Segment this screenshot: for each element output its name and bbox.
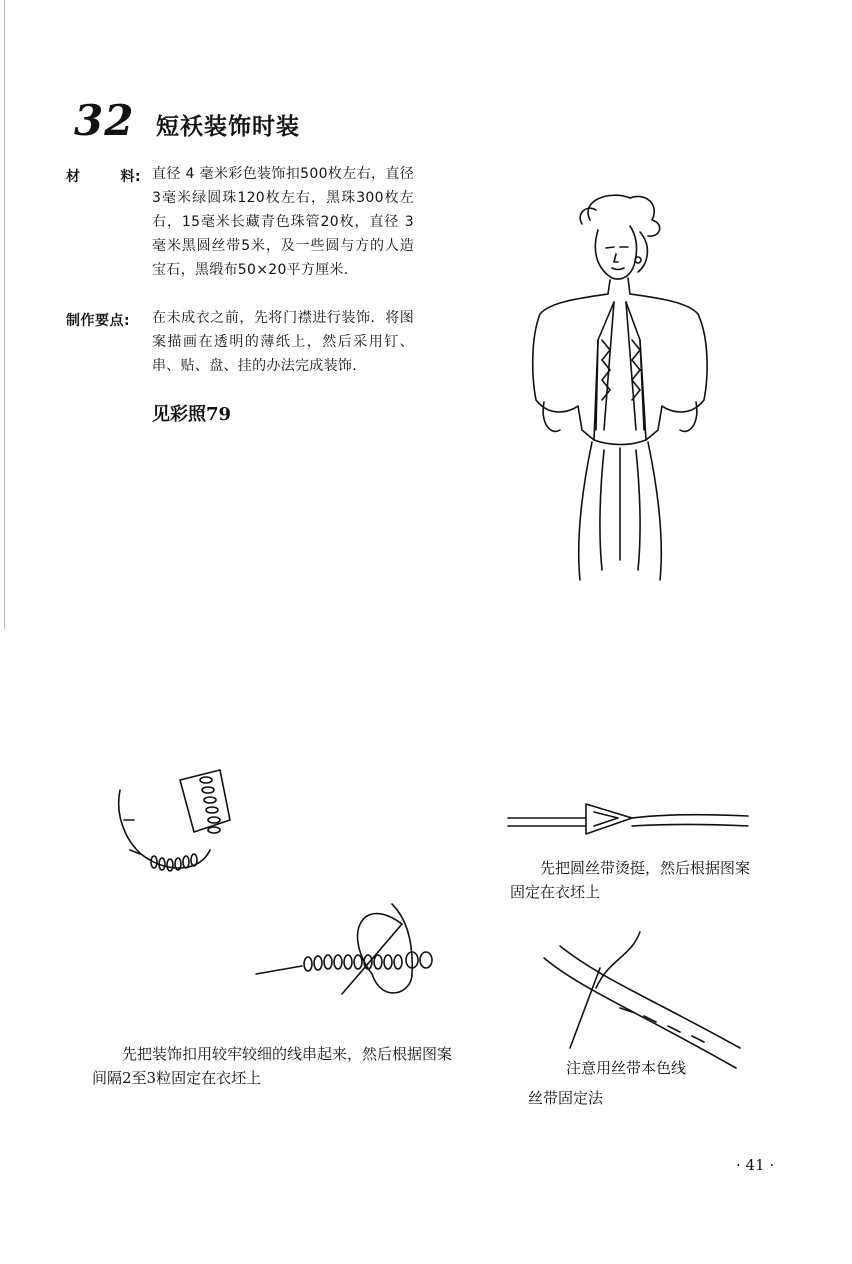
- ribbon-iron-illustration: [506, 796, 756, 846]
- method-label: 制作要点:: [66, 313, 131, 329]
- section-title: 短袄装饰时装: [156, 114, 300, 140]
- page-edge-line: [4, 0, 5, 630]
- see-photo-reference: 见彩照79: [152, 404, 232, 425]
- fashion-figure-illustration: [520, 190, 740, 590]
- method-text: 在未成衣之前，先将门襟进行装饰．将图案描画在透明的薄纸上，然后采用钉、串、贴、盘、挂的办法完成装饰．: [152, 310, 414, 374]
- materials-label: 材 料:: [66, 169, 142, 185]
- ribbon-iron-caption: 先把圆丝带烫挺，然后根据图案固定在衣坯上: [510, 859, 751, 901]
- section-number: 32: [74, 96, 135, 145]
- page-number: · 41 ·: [736, 1156, 775, 1174]
- needle-beads-illustration: [252, 894, 442, 1024]
- button-strand-illustration: [110, 760, 260, 890]
- ribbon-method-caption: 丝带固定法: [528, 1089, 604, 1107]
- button-string-caption: 先把装饰扣用较牢较细的线串起来，然后根据图案间隔2至3粒固定在衣坯上: [92, 1045, 453, 1087]
- ribbon-stitch-illustration: [540, 928, 750, 1068]
- thread-note-caption: 注意用丝带本色线: [566, 1059, 687, 1077]
- materials-text: 直径 4 毫米彩色装饰扣500枚左右，直径3毫米绿圆珠120枚左右，黑珠300枚左右，15毫米长藏青色珠管20枚，直径 3 毫米黑圆丝带5米，及一些圆与方的人造宝石，黑缎布50×20平方厘米.: [152, 166, 414, 278]
